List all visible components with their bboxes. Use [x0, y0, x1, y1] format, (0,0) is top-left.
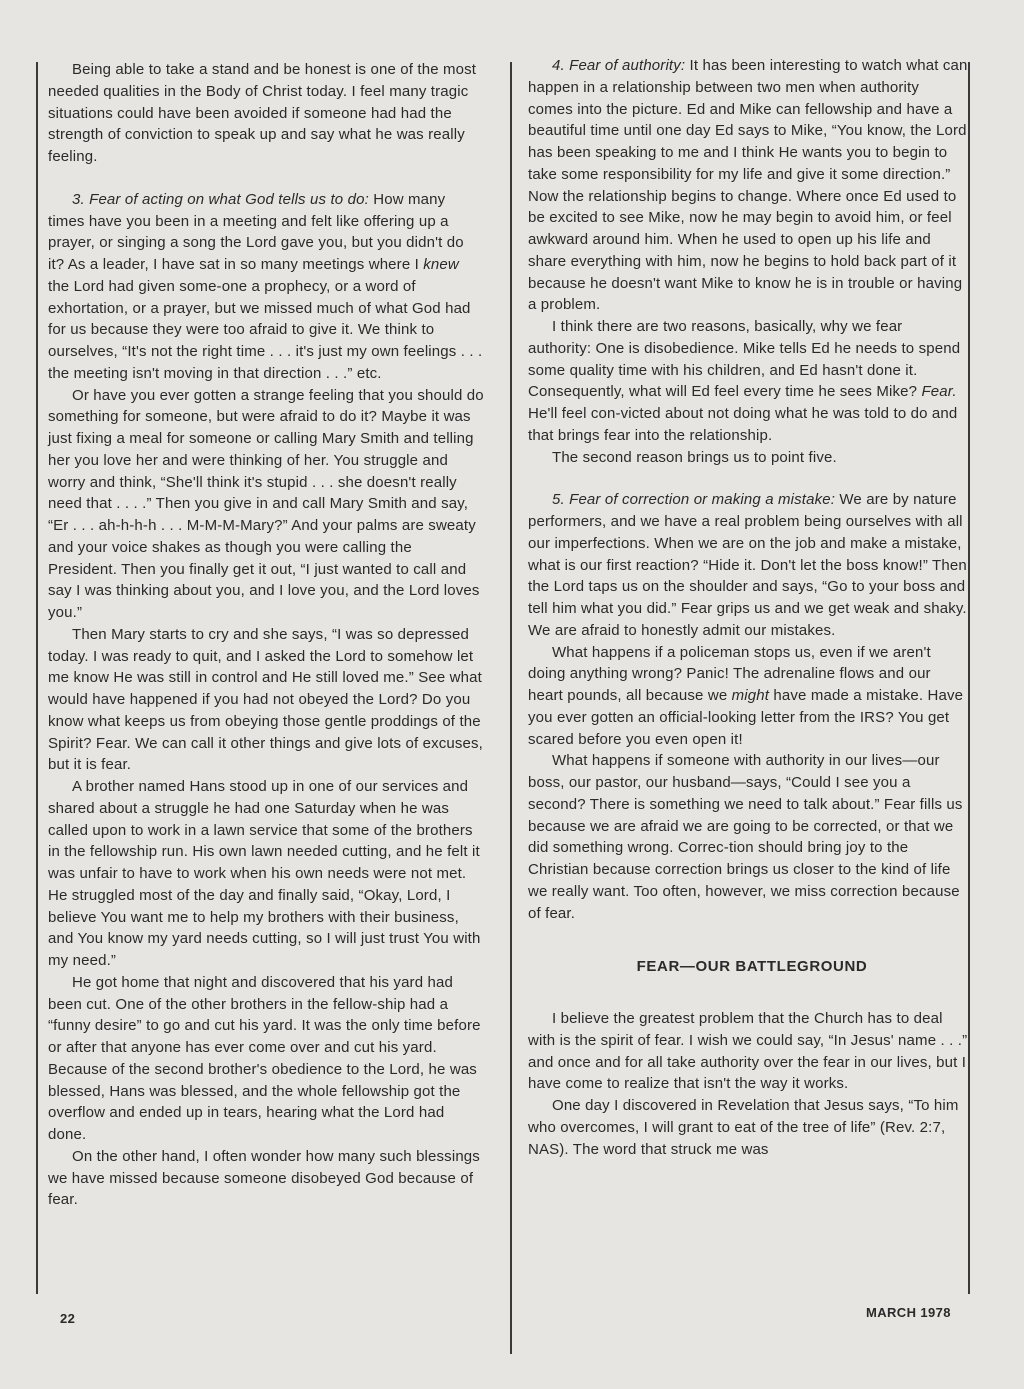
section-4-heading: 4. Fear of authority: — [552, 57, 686, 74]
paragraph-honesty: Being able to take a stand and be honest is one of the most needed qualities in the Body of Christ today. I feel many tragic situations could have been avoided if someone had had the strength of conviction to speak up and say what he was really feeling. — [48, 61, 477, 165]
paragraph-mary-smith: Or have you ever gotten a strange feeling that you should do something for someone, but were afraid to do it? Maybe it was just fixing a meal for someone or calling Mary Smith and telling her you love her and were thinking of her. You struggle and worry and think, “She'll think it's stupid . . . she doesn't really need that . . . .” Then you give in and call Mary Smith and say, “Er . . . ah-h-h-h . . . M-M-M-Mary?” And your palms are sweaty and your voice shakes as though you were calling the President. Then you finally get it out, “I just wanted to call and say I was thinking about you, and I love you, and the Lord loves you.” — [48, 386, 484, 621]
paragraph-hans-story: A brother named Hans stood up in one of our services and shared about a struggle he had one Saturday when he was called upon to work in a lawn service that some of the brothers in the fellowship run. His own lawn needed cutting, and he felt it was unfair to have to work when his own needs were not met. He struggled most of the day and finally said, “Okay, Lord, I believe You want me to help my brothers with their business, and You know my yard needs cutting, so I will just trust You with my need.” — [48, 778, 481, 969]
section-3-heading: 3. Fear of acting on what God tells us to do: — [72, 190, 369, 208]
center-column-rule — [510, 62, 512, 1354]
paragraph-authority-correction: What happens if someone with authority in our lives—our boss, our pastor, our husband—says, “Could I see you a second? There is something we need to talk about.” Fear fills us because we are afraid we are going to be corrected, or that we did something wrong. Correc-tion should bring joy to the Christian because correction brings us closer to the kind of life we really want. Too often, however, we miss correction because of fear. — [528, 752, 963, 922]
left-column — [48, 59, 484, 1211]
section-heading-battleground: FEAR—OUR BATTLEGROUND — [636, 958, 868, 976]
issue-date: MARCH 1978 — [866, 1305, 951, 1320]
paragraph-yard-cut: He got home that night and discovered that his yard had been cut. One of the other brothers in the fellow-ship had a “funny desire” to go and cut his yard. It was the only time before or after that anyone has ever come over and cut his yard. Because of the second brother's obedience to the Lord, he was blessed, Hans was blessed, and the whole fellowship got the overflow and ended up in tears, hearing what the Lord had done. — [48, 973, 481, 1143]
paragraph-two-reasons: I think there are two reasons, basically, why we fear authority: One is disobedience. Mike tells Ed he needs to spend some quality time with his children, and Ed hasn't done it. Consequently, what will Ed feel every time he sees Mike? Fear. He'll feel con-victed about not doing what he was told to do and that brings fear into the relationship. — [528, 318, 961, 444]
paragraph-second-reason: The second reason brings us to point five. — [552, 448, 837, 466]
section-4-paragraph: 4. Fear of authority: It has been interesting to watch what can happen in a relationship between two men when authority comes into the picture. Ed and Mike can fellowship and have a beautiful time until one day Ed says to Mike, “You know, the Lord has been speaking to me and I think He wants you to begin to take some responsibility for my life and give it some direction.” Now the relationship begins to change. Where once Ed used to be excited to see Mike, now he may begin to avoid him, or feel awkward around him. When he used to open up his life and share everything with him, now he begins to hold back part of it because he doesn't want Mike to know he is in trouble or having a problem. — [528, 57, 968, 314]
paragraph-mary-response: Then Mary starts to cry and she says, “I was so depressed today. I was ready to quit, and I asked the Lord to somehow let me know He was still in control and He still loved me.” See what would have happened if you had not obeyed the Lord? Do you know what keeps us from obeying those gentle proddings of the Spirit? Fear. We can call it other things and give lots of excuses, but it is fear. — [48, 625, 483, 774]
paragraph-revelation: One day I discovered in Revelation that Jesus says, “To him who overcomes, I will grant to eat of the tree of life” (Rev. 2:7, NAS). The word that struck me was — [528, 1097, 959, 1158]
right-column — [528, 55, 968, 1160]
section-5-paragraph: 5. Fear of correction or making a mistake: We are by nature performers, and we have a real problem being ourselves with all our imperfections. When we are on the job and make a mistake, what is our first reaction? “Hide it. Don't let the boss know!” Then the Lord taps us on the shoulder and says, “Go to your boss and tell him what you did.” Fear grips us and we get weak and shaky. We are afraid to honestly admit our mistakes. — [528, 491, 967, 639]
right-margin-rule — [968, 62, 970, 1294]
left-margin-rule — [36, 62, 38, 1294]
paragraph-spirit-of-fear: I believe the greatest problem that the Church has to deal with is the spirit of fear. I wish we could say, “In Jesus' name . . .” and once and for all take authority over the fear in our lives, but I have come to realize that isn't the way it works. — [528, 1010, 968, 1093]
paragraph-policeman: What happens if a policeman stops us, even if we aren't doing anything wrong? Panic! The adrenaline flows and our heart pounds, all because we might have made a mistake. Have you ever gotten an official-looking letter from the IRS? You get scared before you even open it! — [528, 643, 964, 748]
section-5-heading: 5. Fear of correction or making a mistake: — [552, 491, 836, 509]
section-3-paragraph: 3. Fear of acting on what God tells us to do: How many times have you been in a meeting and felt like offering up a prayer, or singing a song the Lord gave you, but you didn't do it? As a leader, I have sat in so many meetings where I knew the Lord had given some-one a prophecy, or a word of exhortation, or a prayer, but we missed much of what God had for us because they were too afraid to give it. We think to ourselves, “It's not the right time . . . it's just my own feelings . . . the meeting isn't moving in that direction . . .” etc. — [48, 190, 483, 382]
page-number: 22 — [60, 1311, 76, 1326]
paragraph-missed-blessings: On the other hand, I often wonder how many such blessings we have missed because someone disobeyed God because of fear. — [48, 1147, 480, 1209]
